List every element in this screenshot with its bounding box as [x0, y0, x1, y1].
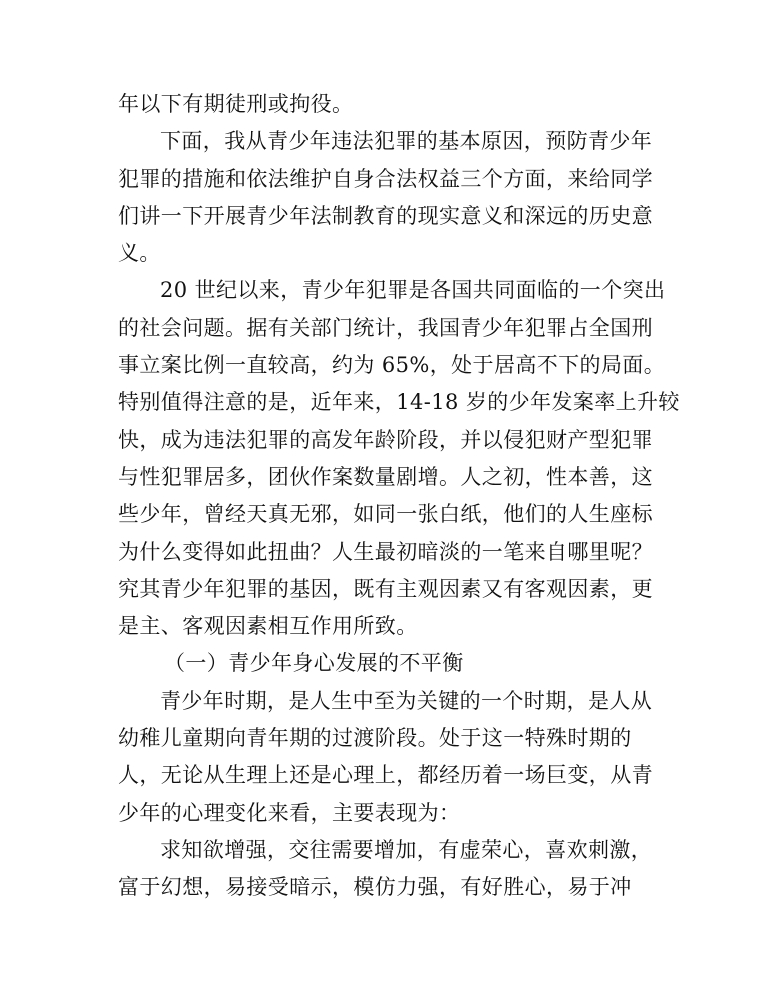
text-line: 人，无论从生理上还是心理上，都经历着一场巨变，从青 — [118, 763, 653, 788]
paragraph-first-line: 20 世纪以来，青少年犯罪是各国共同面临的一个突出 — [160, 278, 666, 303]
text-line: 年以下有期徒刑或拘役。 — [118, 92, 354, 116]
paragraph-first-line: 青少年时期，是人生中至为关键的一个时期，是人从 — [160, 688, 653, 713]
text-line: 快，成为违法犯罪的高发年龄阶段，并以侵犯财产型犯罪 — [118, 427, 653, 452]
paragraph-first-line: 下面，我从青少年违法犯罪的基本原因，预防青少年 — [160, 129, 653, 154]
text-line: 幼稚儿童期向青年期的过渡阶段。处于这一特殊时期的 — [118, 726, 632, 751]
document-page — [118, 86, 680, 907]
text-line: 义。 — [118, 241, 161, 266]
text-line: 犯罪的措施和依法维护自身合法权益三个方面，来给同学 — [118, 166, 653, 191]
text-line: 少年的心理变化来看，主要表现为： — [118, 800, 461, 825]
text-line: 特别值得注意的是，近年来，14-18 岁的少年发案率上升较 — [118, 390, 680, 415]
text-line: 些少年，曾经天真无邪，如同一张白纸，他们的人生座标 — [118, 502, 653, 527]
text-line: 的社会问题。据有关部门统计，我国青少年犯罪占全国刑 — [118, 315, 653, 340]
text-line: 是主、客观因素相互作用所致。 — [118, 614, 418, 639]
text-line: 富于幻想，易接受暗示，模仿力强，有好胜心，易于冲 — [118, 875, 632, 900]
paragraph-first-line: 求知欲增强，交往需要增加，有虚荣心，喜欢刺激， — [160, 837, 653, 862]
text-line: 与性犯罪居多，团伙作案数量剧增。人之初，性本善，这 — [118, 464, 653, 489]
text-line: 究其青少年犯罪的基因，既有主观因素又有客观因素，更 — [118, 576, 653, 601]
text-line: 们讲一下开展青少年法制教育的现实意义和深远的历史意 — [118, 203, 653, 228]
section-heading: （一）青少年身心发展的不平衡 — [164, 651, 464, 676]
text-line: 为什么变得如此扭曲？人生最初暗淡的一笔来自哪里呢？ — [118, 539, 653, 564]
text-line: 事立案比例一直较高，约为 65%，处于居高不下的局面。 — [118, 353, 666, 378]
